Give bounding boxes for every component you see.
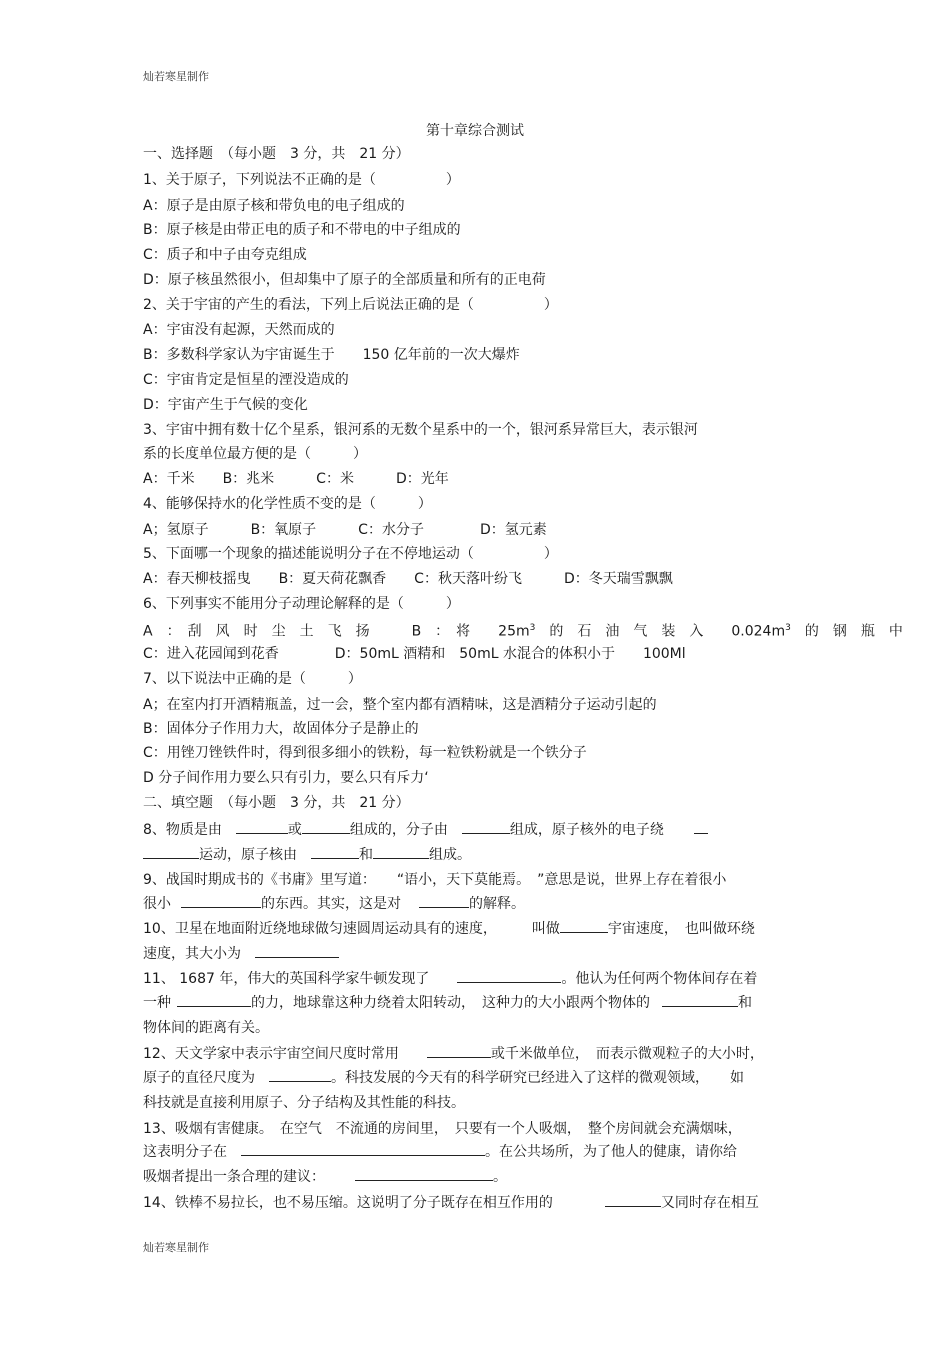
option-2d: D：宇宙产生于气候的变化: [143, 397, 308, 413]
blank[interactable]: [143, 846, 199, 859]
question-2: 2、关于宇宙的产生的看法，下列上后说法正确的是（ ）: [143, 297, 558, 313]
blank[interactable]: [419, 895, 469, 908]
question-14-line1: [143, 1194, 759, 1212]
text: 运动，原子核由: [199, 847, 297, 863]
text: 的解释。: [469, 896, 525, 912]
option-1b: B：原子核是由带正电的质子和不带电的中子组成的: [143, 222, 461, 238]
options-6-ab-pre: A ： 刮 风 时 尘 土 飞 扬 B ： 将 25m: [143, 623, 530, 640]
text: 。他认为任何两个物体间存在着: [561, 971, 758, 987]
blank[interactable]: [302, 821, 350, 834]
page-header: 灿若寒星制作: [143, 70, 209, 83]
blank[interactable]: [181, 895, 261, 908]
blank[interactable]: [457, 970, 561, 983]
options-6-ab-mid: 的 石 油 气 装 入 0.024m: [535, 623, 786, 640]
blank[interactable]: [605, 1194, 661, 1207]
text: 原子的直径尺度为: [143, 1070, 255, 1086]
text: 吸烟者提出一条合理的建议：: [143, 1169, 325, 1185]
text: 或千米做单位， 而表示微观粒子的大小时，: [490, 1046, 764, 1062]
text: 这表明分子在: [143, 1144, 227, 1160]
text: 很小: [143, 896, 171, 912]
options-5: A：春天柳枝摇曳 B：夏天荷花飘香 C：秋天落叶纷飞 D：冬天瑞雪飘飘: [143, 571, 673, 587]
superscript: 3: [785, 623, 791, 633]
text: 10、卫星在地面附近绕地球做匀速圆周运动具有的速度， 叫做: [143, 921, 560, 937]
blank[interactable]: [269, 1069, 331, 1082]
blank[interactable]: [694, 821, 708, 834]
section-2-heading: 二、填空题 （每小题 3 分，共 21 分）: [143, 795, 410, 811]
text: 一种: [143, 995, 171, 1011]
options-6-cd: C：进入花园闻到花香 D：50mL 酒精和 50mL 水混合的体积小于 100Ml: [143, 646, 686, 662]
question-11-line3: 物体间的距离有关。: [143, 1020, 269, 1036]
question-13-line3: [143, 1168, 507, 1186]
question-5: 5、下面哪一个现象的描述能说明分子在不停地运动（ ）: [143, 546, 558, 562]
question-9-line1: 9、战国时期成书的《书庸》里写道： “语小，天下莫能焉。 ”意思是说，世界上存在着很小: [143, 872, 727, 888]
text: 组成，原子核外的电子绕: [509, 822, 664, 838]
blank[interactable]: [236, 821, 288, 834]
text: 12、天文学家中表示宇宙空间尺度时常用: [143, 1046, 399, 1062]
blank[interactable]: [662, 994, 738, 1007]
superscript: 3: [529, 623, 536, 633]
text: 又同时存在相互: [660, 1195, 759, 1211]
blank[interactable]: [177, 994, 251, 1007]
question-12-line1: [143, 1045, 764, 1063]
blank[interactable]: [462, 821, 510, 834]
question-6: 6、下列事实不能用分子动理论解释的是（ ）: [143, 596, 460, 612]
question-12-line3: 科技就是直接利用原子、分子结构及其性能的科技。: [143, 1095, 465, 1111]
text: 14、铁棒不易拉长，也不易压缩。这说明了分子既存在相互作用的: [143, 1195, 553, 1211]
question-9-line2: [143, 895, 525, 913]
blank[interactable]: [373, 846, 429, 859]
question-4: 4、能够保持水的化学性质不变的是（ ）: [143, 496, 432, 512]
question-7: 7、以下说法中正确的是（ ）: [143, 671, 362, 687]
options-3: A：千米 B：兆米 C：米 D：光年: [143, 471, 449, 487]
question-11-line1: [143, 970, 757, 988]
question-13-line2: [143, 1143, 737, 1161]
question-10-line2: [143, 945, 339, 963]
blank[interactable]: [560, 920, 608, 933]
option-1c: C：质子和中子由夸克组成: [143, 247, 307, 263]
text: 。在公共场所，为了他人的健康，请你给: [485, 1144, 737, 1160]
question-13-line1: 13、吸烟有害健康。 在空气 不流通的房间里， 只要有一个人吸烟， 整个房间就会充满烟味，: [143, 1121, 742, 1137]
text: 组成。: [429, 847, 471, 863]
text: 8、物质是由: [143, 822, 222, 838]
page-title: 第十章综合测试: [426, 123, 524, 139]
options-6-ab: [143, 619, 903, 641]
blank[interactable]: [355, 1168, 493, 1181]
option-1d: D：原子核虽然很小，但却集中了原子的全部质量和所有的正电荷: [143, 272, 546, 288]
option-1a: A：原子是由原子核和带负电的电子组成的: [143, 198, 405, 214]
text: 和: [359, 847, 373, 863]
text: 组成的，分子由: [349, 822, 448, 838]
blank[interactable]: [241, 1143, 485, 1156]
blank[interactable]: [255, 945, 339, 958]
question-8-line2: [143, 846, 471, 864]
question-1: 1、关于原子，下列说法不正确的是（ ）: [143, 172, 460, 188]
page-footer: 灿若寒星制作: [143, 1241, 209, 1254]
text: 速度，其大小为: [143, 946, 241, 962]
question-3-line2: 系的长度单位最方便的是（ ）: [143, 446, 367, 462]
text: 宇宙速度， 也叫做环绕: [607, 921, 755, 937]
question-10-line1: [143, 920, 755, 938]
text: 或: [287, 822, 302, 838]
blank[interactable]: [427, 1045, 491, 1058]
text: 11、 1687 年，伟大的英国科学家牛顿发现了: [143, 971, 430, 987]
option-7c: C：用锉刀锉铁件时，得到很多细小的铁粉，每一粒铁粉就是一个铁分子: [143, 745, 587, 761]
text: 的东西。其实，这是对: [261, 896, 401, 912]
text: 。: [493, 1169, 507, 1185]
text: 。科技发展的今天有的科学研究已经进入了这样的微观领域， 如: [331, 1070, 744, 1086]
option-2c: C：宇宙肯定是恒星的湮没造成的: [143, 372, 349, 388]
question-11-line2: [143, 994, 752, 1012]
question-8-line1: [143, 821, 708, 839]
question-12-line2: [143, 1069, 744, 1087]
text: 的力，地球靠这种力绕着太阳转动， 这种力的大小跟两个物体的: [251, 995, 650, 1011]
option-2a: A：宇宙没有起源，天然而成的: [143, 322, 335, 338]
blank[interactable]: [311, 846, 359, 859]
question-3-line1: 3、宇宙中拥有数十亿个星系，银河系的无数个星系中的一个，银河系异常巨大，表示银河: [143, 422, 698, 438]
option-7a: A；在室内打开酒精瓶盖，过一会，整个室内都有酒精味，这是酒精分子运动引起的: [143, 697, 657, 713]
options-6-ab-post: 的 钢 瓶 中: [790, 623, 903, 640]
option-7d: D 分子间作用力要么只有引力，要么只有斥力‘: [143, 770, 429, 786]
options-4: A；氢原子 B：氧原子 C：水分子 D：氢元素: [143, 522, 547, 538]
text: 和: [738, 995, 752, 1011]
option-2b: B：多数科学家认为宇宙诞生于 150 亿年前的一次大爆炸: [143, 347, 520, 363]
option-7b: B：固体分子作用力大，故固体分子是静止的: [143, 721, 419, 737]
section-1-heading: 一、选择题 （每小题 3 分，共 21 分）: [143, 146, 410, 162]
